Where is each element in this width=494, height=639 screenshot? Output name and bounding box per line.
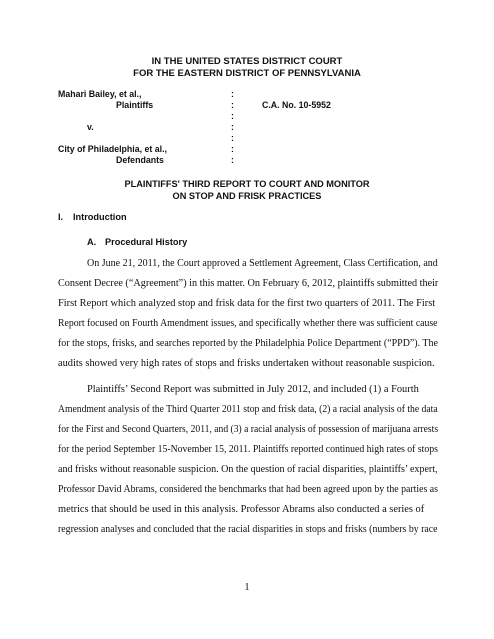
section-title: Introduction — [73, 212, 127, 222]
body-line: metrics that should be used in this analysis. Professor Abrams also conducted a series of — [58, 504, 425, 515]
caption-separator: : — [231, 89, 234, 99]
plaintiff-role: Plaintiffs — [116, 100, 154, 110]
caption-separator: : — [231, 144, 234, 154]
caption-separator: : — [231, 100, 234, 110]
body-line: First Report which analyzed stop and frisk data for the first two quarters of 2011. The First — [58, 298, 436, 309]
case-number: C.A. No. 10-5952 — [262, 100, 331, 110]
body-line: On June 21, 2011, the Court approved a Settlement Agreement, Class Certification, and — [87, 258, 438, 269]
body-line: Professor David Abrams, considered the benchmarks that had been agreed upon by the parties as — [58, 484, 438, 495]
body-line: regression analyses and concluded that the racial disparities in stops and frisks (numbers by race — [58, 524, 438, 535]
report-title-line-2: ON STOP AND FRISK PRACTICES — [172, 191, 322, 201]
versus-label: v. — [87, 122, 94, 132]
caption-separator: : — [231, 133, 234, 143]
body-line: and frisks without reasonable suspicion. On the question of racial disparities, plaintiffs’ expert, — [58, 464, 438, 475]
body-line: for the stops, frisks, and searches reported by the Philadelphia Police Department (“PPD”). The — [58, 338, 438, 349]
caption-separator: : — [231, 122, 234, 132]
subsection-letter: A. — [87, 237, 97, 247]
caption-separator: : — [231, 155, 234, 165]
body-line: Amendment analysis of the Third Quarter 2011 stop and frisk data, (2) a racial analysis of the data — [58, 404, 438, 415]
page-number: 1 — [244, 582, 250, 593]
body-line: Consent Decree (“Agreement”) in this matter. On February 6, 2012, plaintiffs submitted their — [58, 278, 439, 289]
defendant-name: City of Philadelphia, et al., — [58, 144, 168, 154]
plaintiff-name: Mahari Bailey, et al., — [58, 89, 142, 99]
body-line: Plaintiffs’ Second Report was submitted in July 2012, and included (1) a Fourth — [87, 384, 419, 395]
body-line: audits showed very high rates of stops and frisks undertaken without reasonable suspicion. — [58, 358, 435, 369]
report-title-line-1: PLAINTIFFS' THIRD REPORT TO COURT AND MONITOR — [124, 179, 370, 189]
body-line: Report focused on Fourth Amendment issues, and specifically whether there was sufficient cause — [58, 318, 438, 329]
body-line: for the period September 15-November 15, 2011. Plaintiffs reported continued high rates of stops — [58, 444, 438, 455]
subsection-title: Procedural History — [105, 237, 188, 247]
court-name-line: IN THE UNITED STATES DISTRICT COURT — [151, 56, 343, 67]
caption-separator: : — [231, 111, 234, 121]
section-number: I. — [58, 212, 64, 222]
body-line: for the First and Second Quarters, 2011, and (3) a racial analysis of possession of marijuana arrests — [58, 424, 439, 435]
court-district-line: FOR THE EASTERN DISTRICT OF PENNSYLVANIA — [133, 68, 361, 79]
defendant-role: Defendants — [116, 155, 164, 165]
